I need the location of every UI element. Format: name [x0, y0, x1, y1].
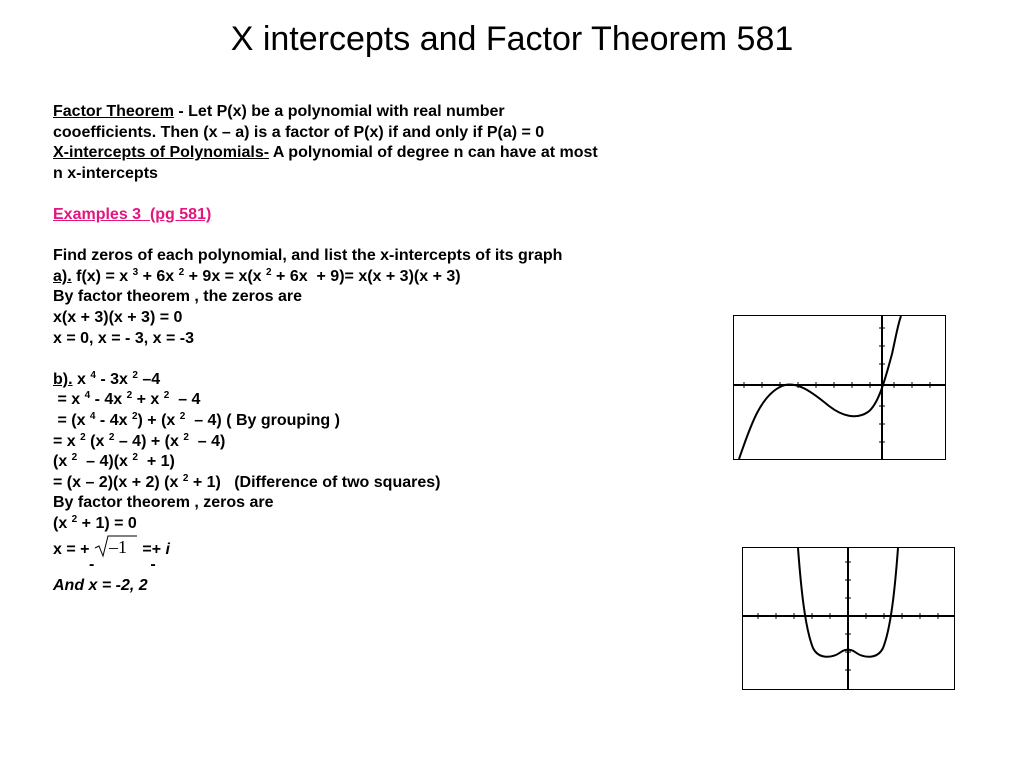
part-b-line11: And x = -2, 2 [53, 576, 148, 594]
examples-heading: Examples 3 (pg 581) [53, 205, 212, 223]
part-b-line9: x = + –1 =+ i [53, 534, 713, 555]
slide-body [53, 102, 713, 596]
factor-theorem-label: Factor Theorem [53, 103, 174, 120]
sqrt-radicand: –1 [108, 537, 127, 558]
factor-theorem-line2: cooefficients. Then (x – a) is a factor of P(x) if and only if P(a) = 0 [53, 123, 545, 141]
part-a-line4: x = 0, x = - 3, x = -3 [53, 329, 194, 347]
part-b-line5: (x $^2$ – 4)(x $^2$ + 1) [53, 452, 175, 471]
part-a-line1: a). f(x) = x $^3$ + 6x $^2$ + 9x = x(x $^2$ + 6x + 9)= x(x + 3)(x + 3) [53, 266, 461, 285]
graph-quartic [742, 547, 955, 690]
graph-quartic-plot [743, 548, 954, 689]
part-b-line4: = x $^2$ (x $^2$ – 4) + (x $^2$ – 4) [53, 431, 226, 450]
part-b-line2: = x $^4$ - 4x $^2$ + x $^2$ – 4 [53, 390, 201, 409]
x-intercepts-line2: n x-intercepts [53, 164, 158, 182]
graph-cubic [733, 315, 946, 460]
part-a-line3: x(x + 3)(x + 3) = 0 [53, 308, 183, 326]
part-b-line10: - - [89, 556, 156, 574]
instruction: Find zeros of each polynomial, and list the x-intercepts of its graph [53, 247, 563, 265]
x-intercepts-line1: X-intercepts of Polynomials- A polynomial of degree n can have at most [53, 144, 598, 162]
part-b-line6: = (x – 2)(x + 2) (x $^2$ + 1) (Difference of two squares) [53, 472, 441, 491]
graph-cubic-plot [734, 316, 945, 459]
x-intercepts-label: X-intercepts of Polynomials- [53, 144, 270, 162]
part-a-line2: By factor theorem , the zeros are [53, 288, 302, 306]
slide-title: X intercepts and Factor Theorem 581 [230, 20, 794, 58]
part-b-line1: b). x $^4$ - 3x $^2$ –4 [53, 369, 161, 388]
factor-theorem-line1: Factor Theorem - Let P(x) be a polynomial with real number [53, 103, 505, 120]
part-b-line3: = (x $^4$ - 4x $^2$) + (x $^2$ – 4) ( By grouping ) [53, 410, 340, 429]
part-b-line8: (x $^2$ + 1) = 0 [53, 513, 137, 532]
cubic-curve [739, 316, 901, 459]
part-b-line7: By factor theorem , zeros are [53, 494, 274, 512]
